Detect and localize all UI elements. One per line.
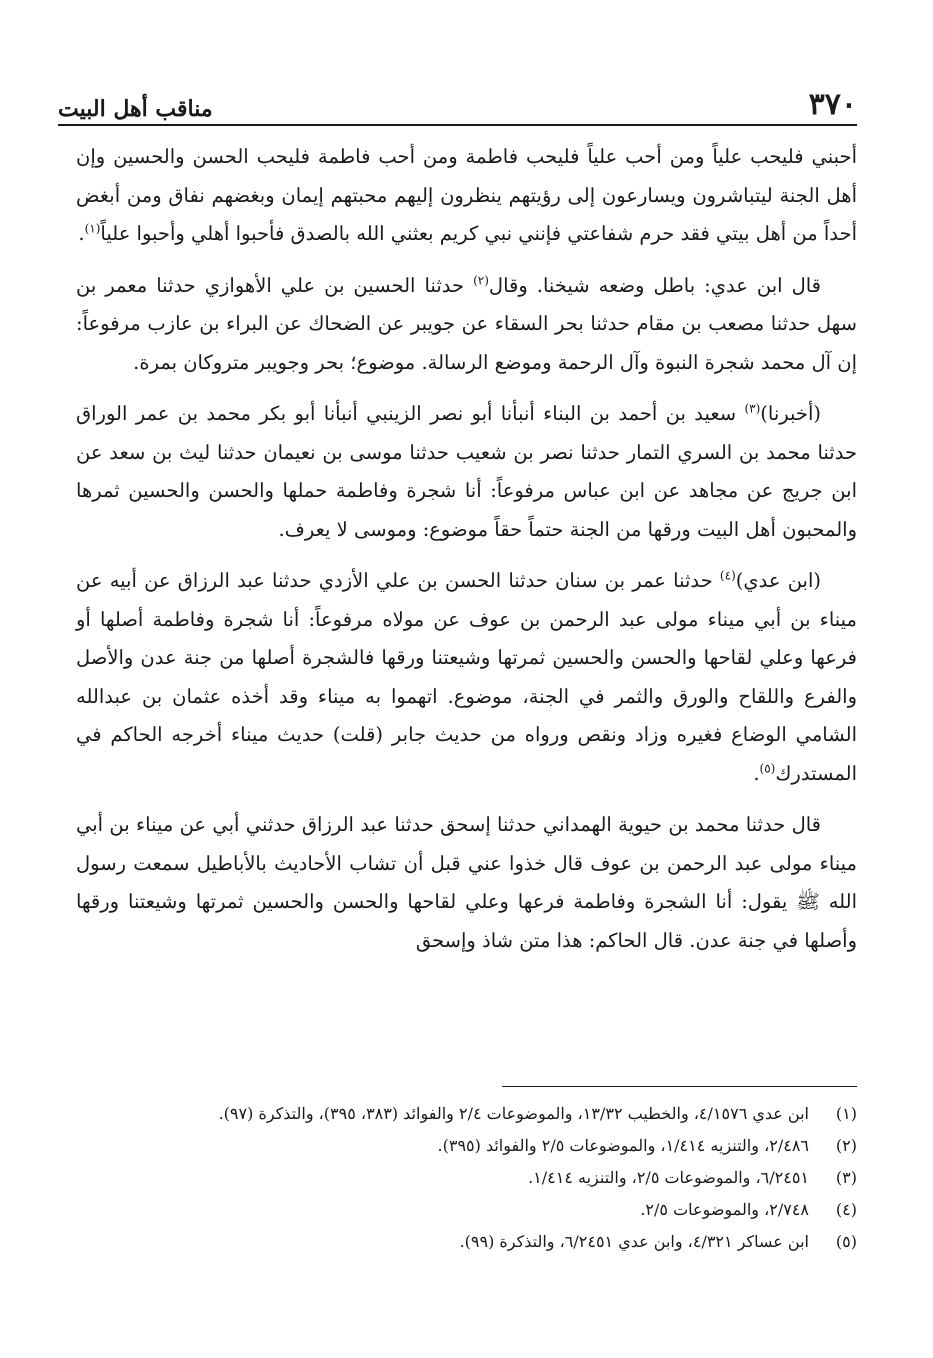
paragraph-5-text: قال حدثنا محمد بن حيوية الهمداني حدثنا إسحق حدثنا عبد الرزاق حدثني أبي عن ميناء بن أبي ميناء مولى عبد الرحمن بن عوف قال خذوا عني قبل أن تشاب الأحاديث بالأباطيل سمعت رسول الله ﷺ يقول: أنا الشجرة وفاطمة فرعها وعلي لقاحها والحسن والحسين ثمرتها وشيعتنا ورقها وأصلها في جنة عدن. قال الحاكم: هذا متن شاذ وإسحق [76, 813, 857, 952]
page-header [58, 76, 857, 126]
footnote-text: ابن عدي ٤/١٥٧٦، والخطيب ١٣/٣٢، والموضوعات ٢/٤ والفوائد (٣٨٣، ٣٩٥)، والتذكرة (٩٧). [218, 1104, 809, 1123]
page-number: ٣٧٠ [808, 87, 857, 122]
footnote-ref-1: (١) [84, 221, 101, 236]
running-title: مناقب أهل البيت [58, 96, 213, 122]
footnote-number: (٥) [835, 1232, 857, 1251]
footnote-2 [76, 1132, 857, 1160]
footnote-ref-2: (٢) [473, 273, 489, 287]
paragraph-1-tail: . [78, 222, 85, 245]
footnote-divider [502, 1086, 857, 1087]
footnote-number: (٣) [835, 1168, 857, 1187]
footnote-number: (٢) [835, 1136, 857, 1155]
footnote-3 [76, 1164, 857, 1192]
paragraph-1 [76, 138, 857, 254]
paragraph-3-text: سعيد بن أحمد بن البناء أنبأنا أبو نصر الزينبي أنبأنا أبو بكر محمد بن عمر الوراق حدثنا محمد بن السري التمار حدثنا نصر بن شعيب حدثنا موسى بن نعيمان حدثنا ليث بن سعد عن ابن جريج عن مجاهد عن ابن عباس مرفوعاً: أنا شجرة وفاطمة حملها والحسن والحسين ثمرها والمحبون أهل البيت ورقها من الجنة حتماً حقاً موضوع: وموسى لا يعرف. [76, 402, 857, 541]
footnote-text: ٢/٧٤٨، والموضوعات ٢/٥. [640, 1200, 809, 1219]
footnote-text: ٢/٤٨٦، والتنزيه ١/٤١٤، والموضوعات ٢/٥ والفوائد (٣٩٥). [437, 1136, 809, 1155]
main-text [76, 138, 857, 973]
paragraph-3-lead: (أخبرنا) [760, 402, 821, 425]
paragraph-2-lead: قال ابن عدي: باطل وضعه شيخنا. وقال [488, 273, 822, 297]
paragraph-4-text: حدثنا عمر بن سنان حدثنا الحسن بن علي الأزدي حدثنا عبد الرزاق عن أبيه عن ميناء بن أبي ميناء مولى عبد الرحمن بن عوف عن مولاه مرفوعاً: أنا شجرة وفاطمة أصلها أو فرعها وعلي لقاحها والحسن والحسين ثمرتها وشيعتنا ورقها فالشجرة أصلها من جنة عدن والأصل والفرع واللقاح والورق والثمر في الجنة، موضوع. اتهموا به ميناء وقد أخذه عثمان بن عبدالله الشامي الوضاع فغيره وزاد ونقص ورواه من حديث جابر (قلت) حديث ميناء أخرجه الحاكم في المستدرك [76, 569, 857, 785]
footnote-ref-4: (٤) [719, 568, 736, 583]
paragraph-3 [76, 395, 857, 549]
footnote-4 [76, 1196, 857, 1224]
paragraph-2 [76, 267, 857, 383]
footnote-ref-5: (٥) [759, 761, 776, 775]
footnote-text: ٦/٢٤٥١، والموضوعات ٢/٥، والتنزيه ١/٤١٤. [528, 1168, 809, 1187]
paragraph-2-text: حدثنا الحسين بن علي الأهوازي حدثنا معمر بن سهل حدثنا مصعب بن مقام حدثنا بحر السقاء عن جويبر عن الضحاك عن البراء بن عازب مرفوعاً: إن آل محمد شجرة النبوة وآل الرحمة وموضع الرسالة. موضوع؛ بحر وجويبر متروكان بمرة. [76, 273, 857, 374]
footnote-number: (٤) [835, 1200, 857, 1219]
footnote-5 [76, 1228, 857, 1256]
paragraph-4-lead: (ابن عدي) [735, 569, 821, 592]
footnote-number: (١) [835, 1104, 857, 1123]
footnote-ref-3: (٣) [744, 401, 761, 416]
paragraph-4-tail: . [753, 761, 760, 785]
footnotes [76, 1100, 857, 1260]
paragraph-4 [76, 562, 857, 793]
paragraph-1-text: أحبني فليحب علياً ومن أحب علياً فليحب فاطمة ومن أحب فاطمة فليحب الحسن والحسين وإن أهل الجنة ليتباشرون ويسارعون إلى رؤيتهم ينظرون إليهم محبتهم إيمان وبغضهم نفاق ومن أبغض أحداً من أهل بيتي فقد حرم شفاعتي فإنني نبي كريم بعثني الله بالصدق فأحبوا أهلي وأحبوا علياً [76, 145, 857, 245]
paragraph-5 [76, 806, 857, 960]
footnote-text: ابن عساكر ٤/٣٢١، وابن عدي ٦/٢٤٥١، والتذكرة (٩٩). [459, 1232, 809, 1251]
footnote-1 [76, 1100, 857, 1128]
